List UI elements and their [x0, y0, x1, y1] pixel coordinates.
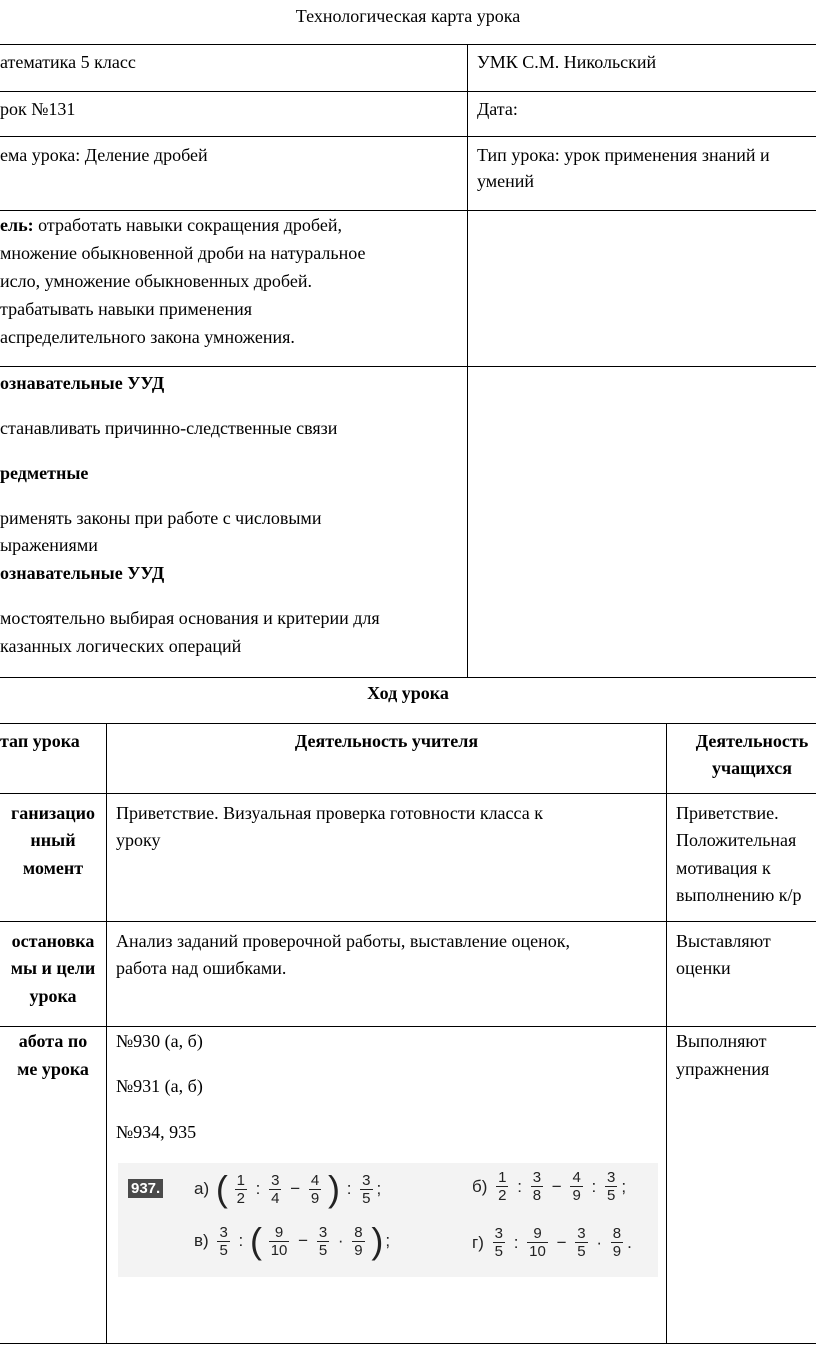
umk-cell: УМК С.М. Никольский — [477, 52, 657, 72]
exercise-a: а) ( $\frac{1}{2}$ : $\frac{3}{4}$ − $\frac{4}{9}$ ) : $\frac{3}{5}$ ; — [194, 1168, 382, 1209]
table-border — [0, 1343, 816, 1344]
subject-results-title: редметные — [0, 463, 89, 483]
goal-line: множение обыкновенной дроби на натуральное — [0, 243, 366, 263]
table-border — [0, 136, 816, 137]
exercise-number: 937. — [128, 1179, 163, 1198]
table-border — [0, 44, 816, 45]
subject-cell: атематика 5 класс — [0, 52, 136, 72]
stage-cell: момент — [22, 858, 84, 878]
exercise-v: в) $\frac{3}{5}$ : ( $\frac{9}{10}$ − $\frac{3}{5}$ · $\frac{8}{9}$ ) ; — [194, 1220, 391, 1261]
uud-cognitive-line: мостоятельно выбирая основания и критерии для — [0, 608, 380, 628]
teacher-header: Деятельность учителя — [294, 731, 479, 751]
goal-line — [0, 212, 342, 238]
teacher-cell: №930 (а, б) — [116, 1031, 203, 1051]
students-cell: выполнению к/р — [676, 885, 802, 905]
stage-cell: урока — [29, 986, 77, 1006]
table-border — [666, 723, 667, 1344]
uud-cognitive-text: станавливать причинно-следственные связи — [0, 418, 338, 438]
students-header-line1: Деятельность — [695, 731, 809, 751]
students-cell: Приветствие. — [676, 803, 779, 823]
stage-cell: нный — [30, 830, 76, 850]
students-cell: Выставляют — [676, 931, 771, 951]
students-cell: мотивация к — [676, 858, 771, 878]
stage-header: тап урока — [0, 731, 80, 751]
students-header-line2: учащихся — [712, 758, 792, 778]
table-border — [467, 44, 468, 678]
table-border — [0, 677, 816, 678]
stage-cell: ганизацио — [11, 803, 95, 823]
goal-line: трабатывать навыки применения — [0, 299, 252, 319]
table-border — [0, 91, 816, 92]
exercise-b: б) $\frac{1}{2}$ : $\frac{3}{8}$ − $\frac{4}{9}$ : $\frac{3}{5}$ ; — [472, 1169, 627, 1204]
table-border — [0, 723, 816, 724]
teacher-cell: уроку — [116, 830, 161, 850]
table-border — [106, 723, 107, 1344]
table-border — [0, 1026, 816, 1027]
table-border — [0, 210, 816, 211]
goal-label: ель: — [0, 215, 34, 235]
students-cell: упражнения — [676, 1059, 770, 1079]
uud-cognitive-title: ознавательные УУД — [0, 373, 165, 393]
students-cell: Выполняют — [676, 1031, 767, 1051]
course-title: Ход урока — [367, 683, 449, 703]
subject-results-line: ыражениями — [0, 535, 98, 555]
stage-cell: абота по — [18, 1031, 88, 1051]
goal-text: отработать навыки сокращения дробей, — [33, 215, 342, 235]
uud-cognitive-line: казанных логических операций — [0, 636, 242, 656]
teacher-cell: №931 (а, б) — [116, 1076, 203, 1096]
students-cell: оценки — [676, 958, 731, 978]
teacher-cell: работа над ошибками. — [116, 958, 287, 978]
date-cell: Дата: — [477, 99, 518, 119]
exercise-image — [118, 1163, 658, 1277]
teacher-cell: №934, 935 — [116, 1122, 197, 1142]
goal-line: аспределительного закона умножения. — [0, 327, 295, 347]
stage-cell: остановка — [11, 931, 95, 951]
exercise-g: г) $\frac{3}{5}$ : $\frac{9}{10}$ − $\frac{3}{5}$ · $\frac{8}{9}$ . — [472, 1225, 632, 1260]
table-border — [0, 793, 816, 794]
table-border — [0, 921, 816, 922]
stage-cell: ме урока — [17, 1059, 89, 1079]
uud-cognitive-title-2: ознавательные УУД — [0, 563, 165, 583]
goal-line: исло, умножение обыкновенных дробей. — [0, 271, 312, 291]
table-border — [0, 366, 816, 367]
subject-results-line: рименять законы при работе с числовыми — [0, 508, 322, 528]
stage-cell: мы и цели — [10, 958, 96, 978]
lesson-type-line2: умений — [477, 171, 535, 191]
lesson-type-line1: Тип урока: урок применения знаний и — [477, 145, 770, 165]
students-cell: Положительная — [676, 830, 797, 850]
page-title: Технологическая карта урока — [295, 6, 521, 26]
topic-cell: ема урока: Деление дробей — [0, 145, 208, 165]
teacher-cell: Приветствие. Визуальная проверка готовности класса к — [116, 803, 543, 823]
lesson-number-cell: рок №131 — [0, 99, 76, 119]
teacher-cell: Анализ заданий проверочной работы, выставление оценок, — [116, 931, 571, 951]
